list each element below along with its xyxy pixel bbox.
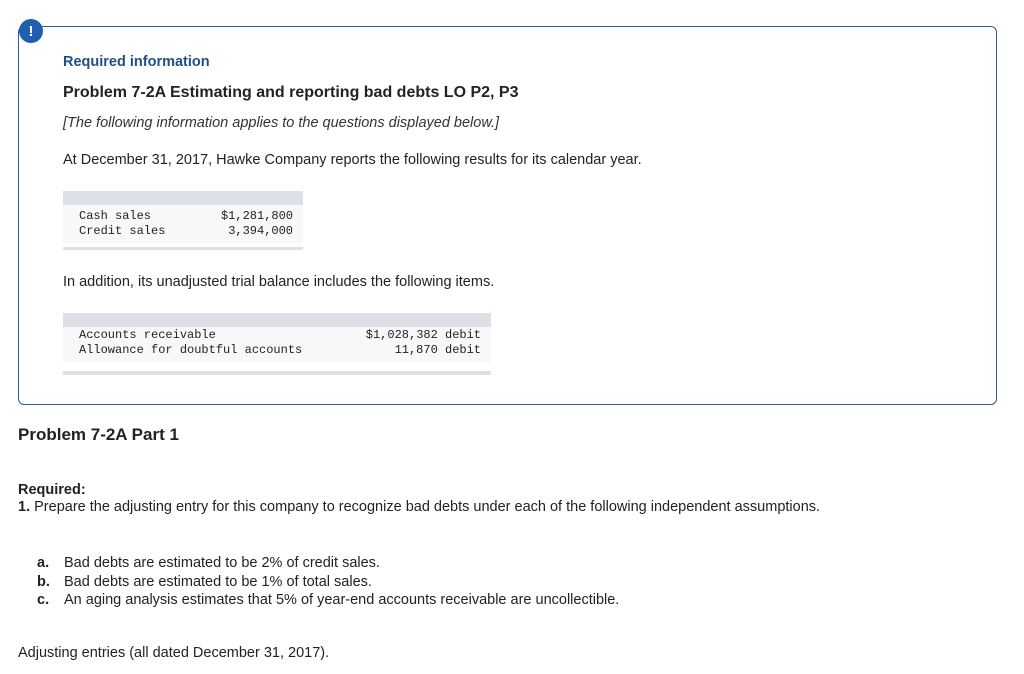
alert-icon: ! <box>19 19 43 43</box>
trial-balance-table <box>63 313 491 375</box>
assumption-letter: c. <box>37 592 50 608</box>
assumption-text: Bad debts are estimated to be 2% of credit sales. <box>64 555 380 571</box>
adjusting-entries-label: Adjusting entries (all dated December 31, 2017). <box>18 645 330 661</box>
account-amount: 11,870 debit <box>394 343 481 357</box>
required-information-heading: Required information <box>63 54 210 70</box>
assumptions-list <box>18 554 619 610</box>
table-footer-bar <box>63 247 303 250</box>
intro-text: At December 31, 2017, Hawke Company reports the following results for its calendar year. <box>63 152 642 168</box>
required-label: Required: <box>18 482 86 498</box>
assumption-text: An aging analysis estimates that 5% of year-end accounts receivable are uncollectible. <box>64 592 620 608</box>
sales-amount: $1,281,800 <box>220 209 293 223</box>
required-instruction-text: Prepare the adjusting entry for this company to recognize bad debts under each of the following independent assumptions. <box>34 499 821 515</box>
sales-label: Cash sales <box>79 209 152 223</box>
applies-note: [The following information applies to the questions displayed below.] <box>63 115 500 131</box>
sales-label: Credit sales <box>79 224 166 238</box>
list-item <box>18 554 619 573</box>
account-label: Accounts receivable <box>79 328 216 342</box>
assumption-text: Bad debts are estimated to be 1% of total sales. <box>64 573 372 590</box>
account-label: Allowance for doubtful accounts <box>79 343 303 357</box>
table-row <box>63 209 303 224</box>
table-header-bar <box>63 191 303 205</box>
table-header-bar <box>63 313 491 327</box>
account-amount: $1,028,382 debit <box>365 328 481 342</box>
required-number: 1. <box>18 499 31 515</box>
list-item <box>18 573 619 592</box>
addition-text: In addition, its unadjusted trial balance includes the following items. <box>63 274 495 290</box>
problem-title: Problem 7-2A Estimating and reporting bad debts LO P2, P3 <box>63 84 519 101</box>
part-title: Problem 7-2A Part 1 <box>18 425 179 444</box>
sales-amount: 3,394,000 <box>228 224 293 238</box>
table-row <box>63 224 303 239</box>
table-footer-bar <box>63 371 491 375</box>
sales-table <box>63 191 303 250</box>
assumption-letter: a. <box>37 555 50 571</box>
required-information-panel <box>18 26 997 405</box>
list-item <box>18 591 619 610</box>
table-row <box>63 328 491 343</box>
table-row <box>63 343 491 358</box>
required-instruction <box>18 499 820 515</box>
assumption-letter: b. <box>37 573 50 590</box>
